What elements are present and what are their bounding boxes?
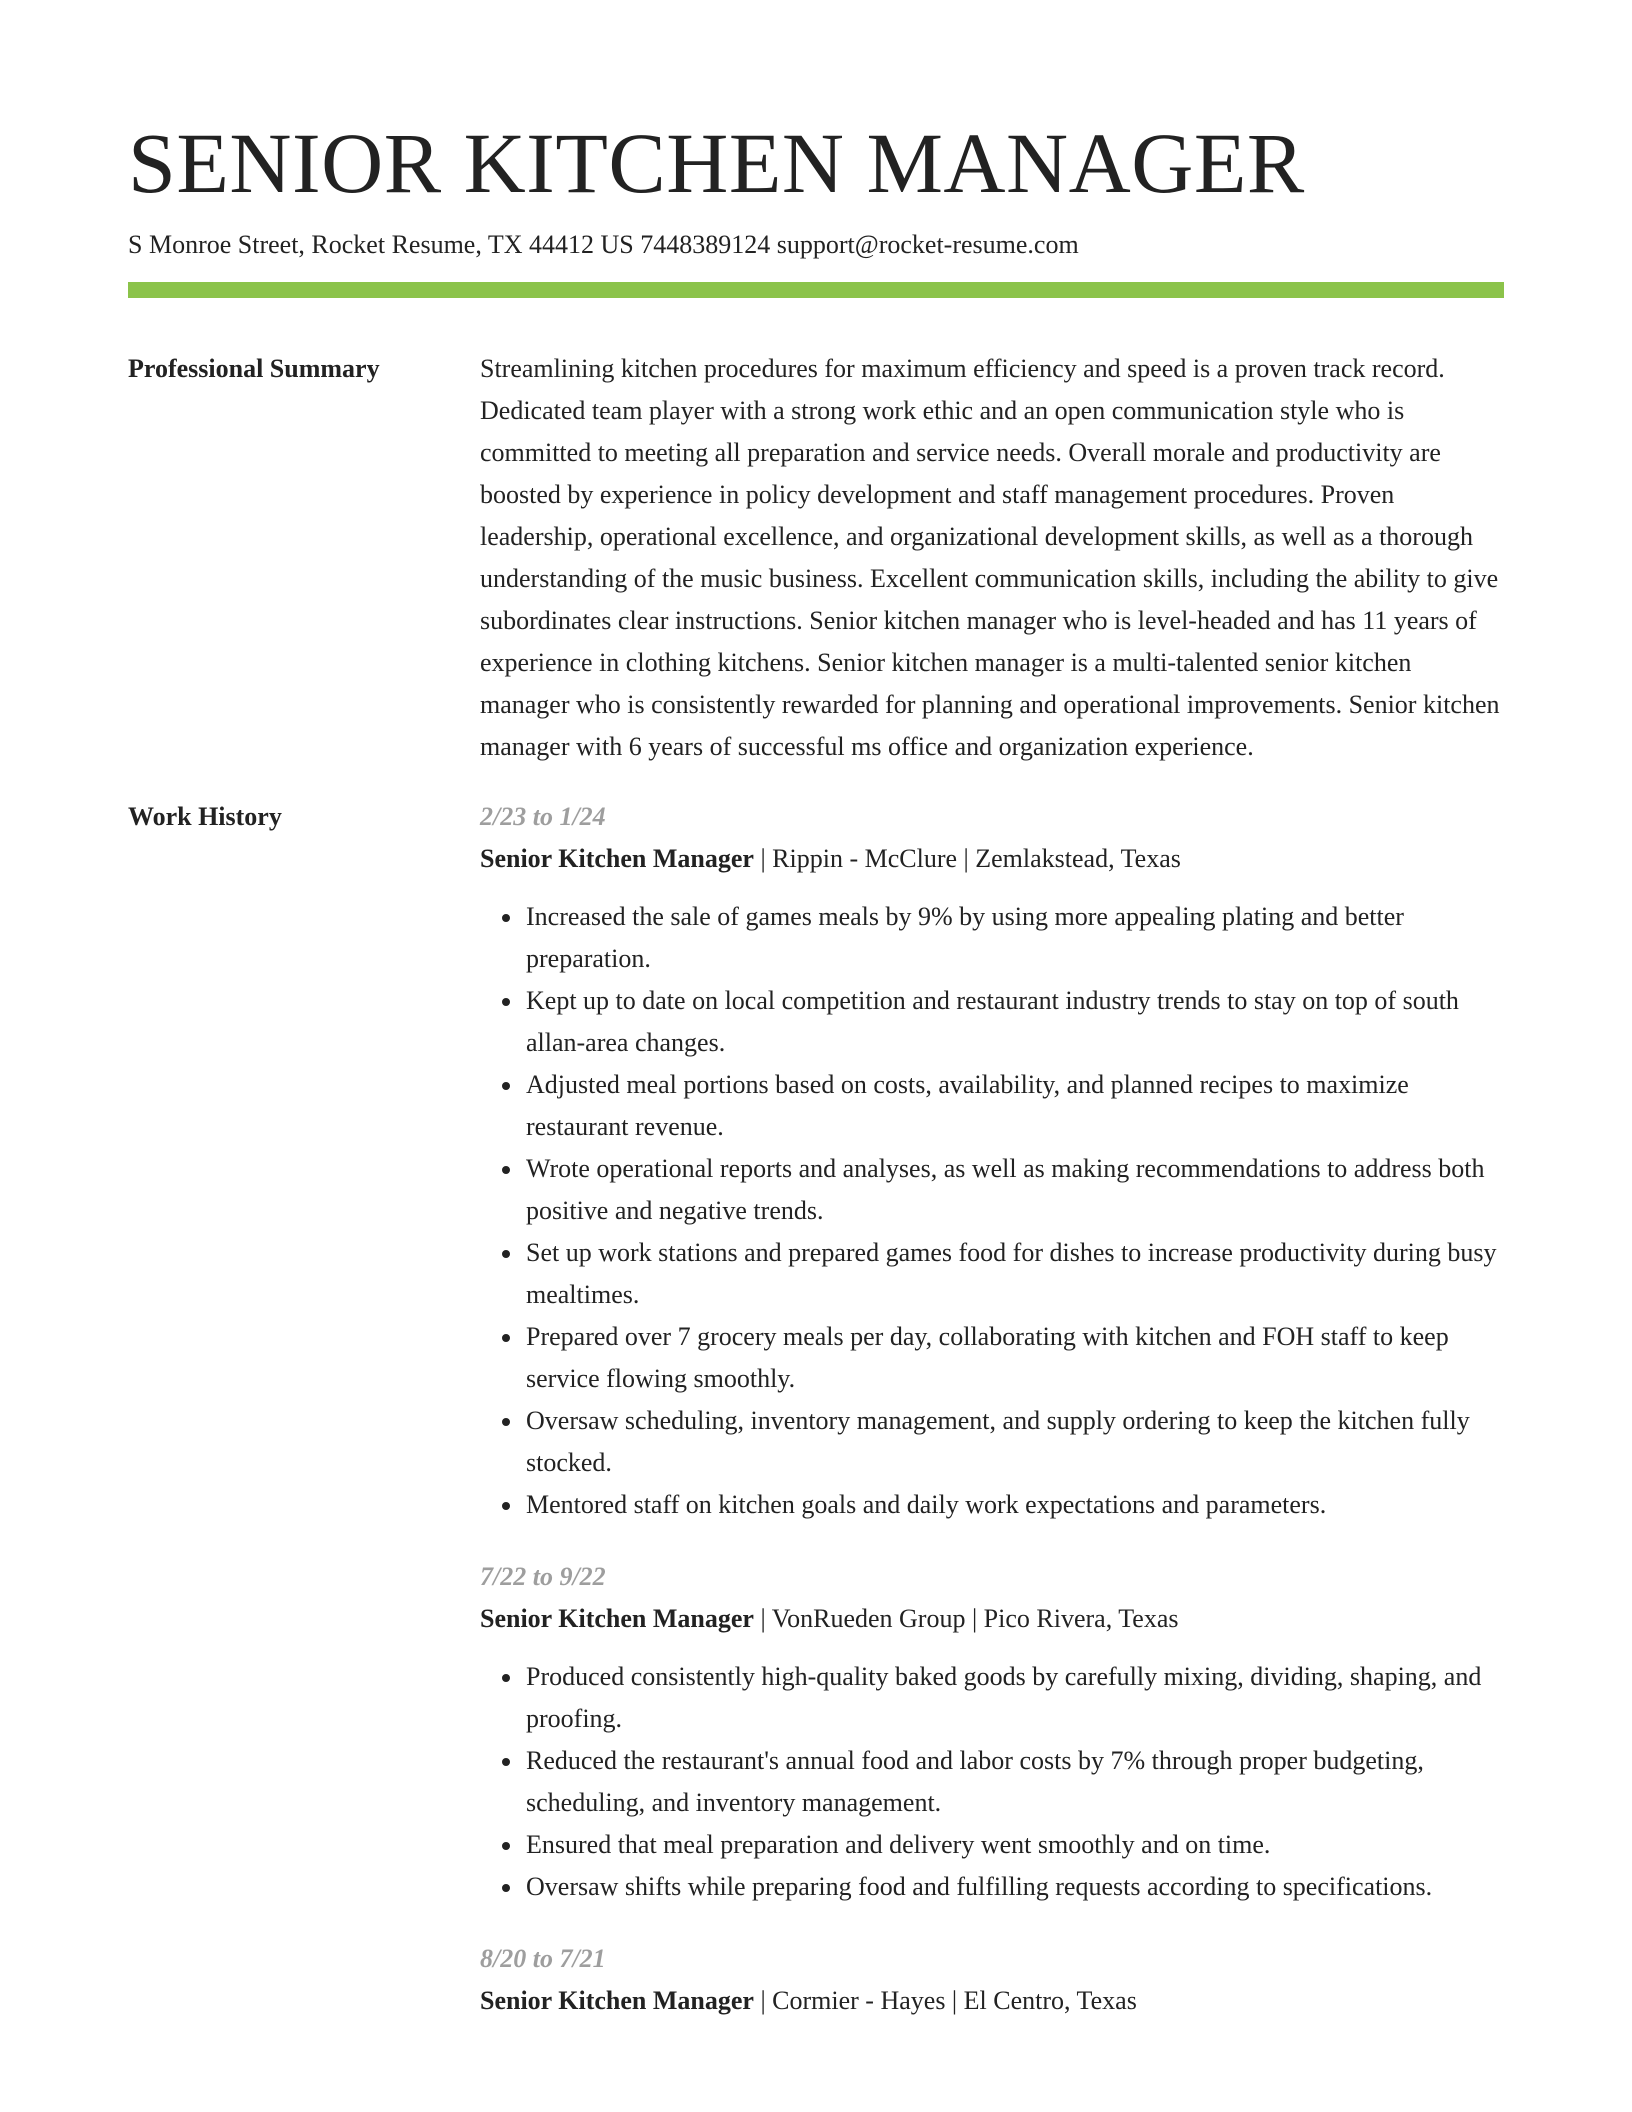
summary-text: Streamlining kitchen procedures for maximum efficiency and speed is a proven track record. Dedicated team player with a strong work ethic and an open communication style who is committed to meeting all preparation and service needs. Overall morale and productivity are boosted by experience in policy development and staff management procedures. Proven leadership, operational excellence, and organizational development skills, as well as a thorough understanding of the music business. Excellent communication skills, including the ability to give subordinates clear instructions. Senior kitchen manager who is level-headed and has 11 years of experience in clothing kitchens. Senior kitchen manager is a multi-talented senior kitchen manager who is consistently rewarded for planning and operational improvements. Senior kitchen manager with 6 years of successful ms office and organization experience. xyxy=(480,354,1500,762)
job-bullet: • Oversaw shifts while preparing food and fulfilling requests according to specifications. xyxy=(524,1866,1504,1908)
job-dates: 7/22 to 9/22 xyxy=(480,1562,606,1592)
professional-summary-section xyxy=(128,348,1504,768)
job-bullet: • Kept up to date on local competition and restaurant industry trends to stay on top of south allan-area changes. xyxy=(524,980,1504,1064)
summary-body xyxy=(480,348,1504,768)
contact-line: S Monroe Street, Rocket Resume, TX 44412 US 7448389124 support@rocket-resume.com xyxy=(128,230,1079,260)
section-label-professional-summary: Professional Summary xyxy=(128,354,380,384)
job-heading xyxy=(480,1598,1504,1640)
job-bullet: • Set up work stations and prepared games food for dishes to increase productivity during busy mealtimes. xyxy=(524,1232,1504,1316)
job-bullet-list xyxy=(480,896,1504,1526)
job-dates: 2/23 to 1/24 xyxy=(480,802,606,832)
job-bullet: • Reduced the restaurant's annual food and labor costs by 7% through proper budgeting, scheduling, and inventory management. xyxy=(524,1740,1504,1824)
job-entry xyxy=(480,1938,1504,2022)
job-bullet: • Produced consistently high-quality baked goods by carefully mixing, dividing, shaping, and proofing. xyxy=(524,1656,1504,1740)
job-title: Senior Kitchen Manager xyxy=(480,1604,754,1634)
job-entry xyxy=(480,796,1504,1526)
job-heading xyxy=(480,838,1504,880)
job-bullet: • Oversaw scheduling, inventory management, and supply ordering to keep the kitchen fully stocked. xyxy=(524,1400,1504,1484)
job-bullet: • Adjusted meal portions based on costs, availability, and planned recipes to maximize restaurant revenue. xyxy=(524,1064,1504,1148)
job-title: Senior Kitchen Manager xyxy=(480,1986,754,2016)
job-title: Senior Kitchen Manager xyxy=(480,844,754,874)
job-details: | VonRueden Group | Pico Rivera, Texas xyxy=(753,1604,1179,1634)
accent-divider xyxy=(128,282,1504,298)
job-dates: 8/20 to 7/21 xyxy=(480,1944,606,1974)
job-details: | Cormier - Hayes | El Centro, Texas xyxy=(753,1986,1137,2016)
job-bullet: • Ensured that meal preparation and delivery went smoothly and on time. xyxy=(524,1824,1504,1866)
job-bullet: • Mentored staff on kitchen goals and daily work expectations and parameters. xyxy=(524,1484,1504,1526)
work-history-section xyxy=(128,796,1504,2052)
work-history-body xyxy=(480,796,1504,2052)
resume-title: SENIOR KITCHEN MANAGER xyxy=(128,115,1305,211)
job-bullet: • Prepared over 7 grocery meals per day, collaborating with kitchen and FOH staff to keep service flowing smoothly. xyxy=(524,1316,1504,1400)
job-bullet-list xyxy=(480,1656,1504,1908)
section-label-work-history: Work History xyxy=(128,802,282,832)
job-details: | Rippin - McClure | Zemlakstead, Texas xyxy=(753,844,1181,874)
job-bullet: • Wrote operational reports and analyses, as well as making recommendations to address both positive and negative trends. xyxy=(524,1148,1504,1232)
job-entry xyxy=(480,1556,1504,1908)
job-bullet: • Increased the sale of games meals by 9% by using more appealing plating and better preparation. xyxy=(524,896,1504,980)
job-heading xyxy=(480,1980,1504,2022)
